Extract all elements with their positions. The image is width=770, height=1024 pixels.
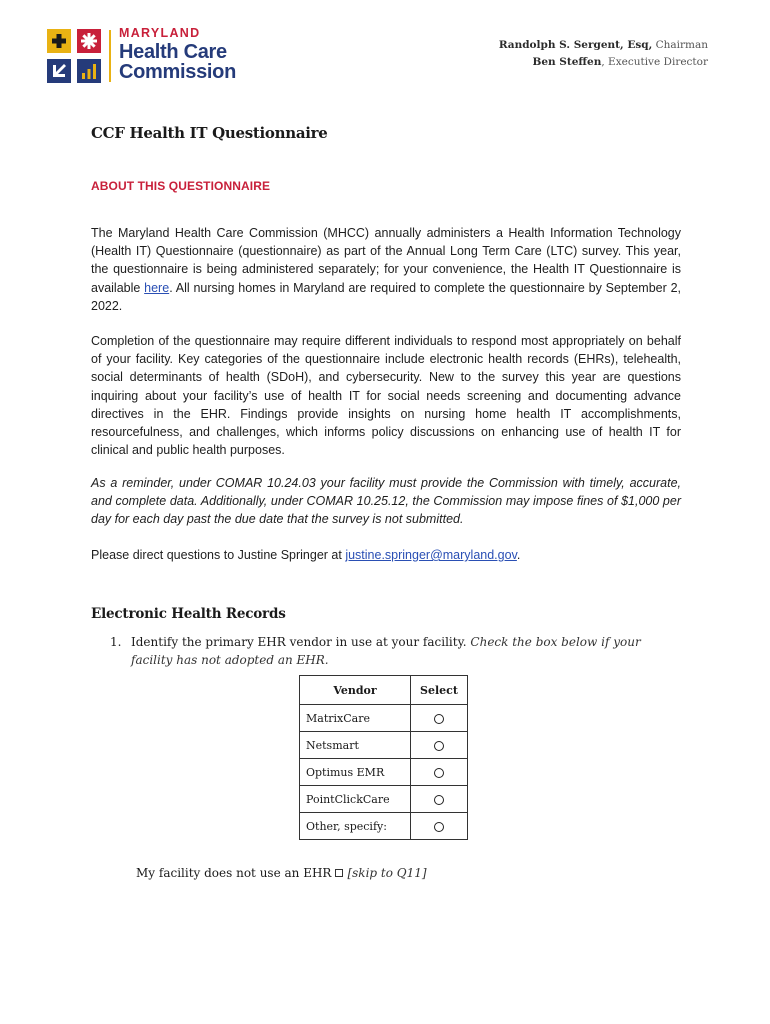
vendor-select-cell bbox=[411, 786, 468, 813]
page-title: CCF Health IT Questionnaire bbox=[91, 124, 328, 142]
logo-wordmark bbox=[119, 27, 236, 82]
comar-reminder: As a reminder, under COMAR 10.24.03 your facility must provide the Commission with timely, accurate, and complete data. Additionally, under COMAR 10.25.12, the Commission may impose fines of $1,000 per day for each day past the due date that the survey is not submitted. bbox=[91, 476, 681, 527]
vendor-name: Other, specify: bbox=[300, 813, 411, 840]
vendor-name: Netsmart bbox=[300, 732, 411, 759]
star-burst-icon bbox=[77, 29, 101, 53]
plus-icon bbox=[47, 29, 71, 53]
question-1 bbox=[110, 633, 685, 669]
intro-text: The Maryland Health Care Commission (MHCC) annually administers a Health Information Technology (Health IT) Questionnaire (questionnaire) as part of the Annual Long Term Care (LTC) survey. This year, the questionnaire is being administered separately; for your convenience, the Health IT Questionnaire is available bbox=[91, 226, 681, 295]
email-link[interactable]: justine.springer@maryland.gov bbox=[345, 548, 517, 562]
logo-divider bbox=[109, 30, 111, 82]
radio-button-netsmart[interactable] bbox=[434, 741, 444, 751]
vendor-table bbox=[299, 675, 468, 840]
logo-line-3: Commission bbox=[119, 60, 237, 83]
intro-paragraph bbox=[91, 224, 681, 315]
radio-button-matrixcare[interactable] bbox=[434, 714, 444, 724]
question-number: 1. bbox=[110, 635, 122, 649]
radio-button-pointclickcare[interactable] bbox=[434, 795, 444, 805]
about-section-label: ABOUT THIS QUESTIONNAIRE bbox=[91, 179, 271, 193]
chairman-title: Chairman bbox=[652, 39, 708, 51]
radio-button-optimus-emr[interactable] bbox=[434, 768, 444, 778]
vendor-select-cell bbox=[411, 759, 468, 786]
question-text: Identify the primary EHR vendor in use at your facility. bbox=[131, 635, 471, 649]
logo-line-1: MARYLAND bbox=[119, 26, 201, 40]
mhcc-logo-mark bbox=[47, 29, 101, 83]
question-instruction: Check the box below if your facility has not adopted an EHR. bbox=[131, 635, 641, 667]
radio-button-other[interactable] bbox=[434, 822, 444, 832]
director-line bbox=[499, 54, 708, 71]
contact-paragraph bbox=[91, 546, 681, 564]
chairman-line bbox=[499, 37, 708, 54]
no-ehr-label: My facility does not use an EHR bbox=[136, 866, 332, 880]
questionnaire-link[interactable]: here bbox=[144, 280, 170, 295]
table-row bbox=[300, 705, 468, 732]
ehr-section-heading: Electronic Health Records bbox=[91, 606, 286, 622]
table-row bbox=[300, 732, 468, 759]
officials-block bbox=[499, 37, 708, 71]
no-ehr-checkbox[interactable] bbox=[335, 869, 343, 877]
intro-deadline-text: . All nursing homes in Maryland are required to complete the questionnaire by September 2, 2022. bbox=[91, 280, 681, 313]
skip-instruction: [skip to Q11] bbox=[347, 866, 427, 880]
table-row bbox=[300, 759, 468, 786]
vendor-column-header: Vendor bbox=[300, 676, 411, 705]
vendor-name: MatrixCare bbox=[300, 705, 411, 732]
contact-period: . bbox=[516, 548, 521, 562]
completion-paragraph: Completion of the questionnaire may require different individuals to respond most appropriately on behalf of your facility. Key categories of the questionnaire include electronic health records (EHRs), telehealth, social determinants of health (SDoH), and cybersecurity. New to the survey this year are questions inquiring about your facility’s use of health IT for social needs screening and documenting advance directives in the EHR. Findings provide insights on nursing home health IT accomplishments, resourcefulness, and challenges, which informs policy discussions on enhancing use of health IT for clinical and public health purposes. bbox=[91, 334, 681, 458]
no-ehr-option bbox=[136, 866, 427, 880]
contact-text: Please direct questions to Justine Springer at bbox=[91, 548, 346, 562]
arrow-icon bbox=[47, 59, 71, 83]
vendor-name: PointClickCare bbox=[300, 786, 411, 813]
logo-line-2: Health Care bbox=[119, 40, 227, 63]
bar-chart-icon bbox=[77, 59, 101, 83]
vendor-select-cell bbox=[411, 813, 468, 840]
vendor-name: Optimus EMR bbox=[300, 759, 411, 786]
table-row bbox=[300, 786, 468, 813]
table-header-row bbox=[300, 676, 468, 705]
director-name: Ben Steffen bbox=[532, 56, 602, 68]
vendor-select-cell bbox=[411, 705, 468, 732]
table-row bbox=[300, 813, 468, 840]
select-column-header: Select bbox=[411, 676, 468, 705]
director-title: , Executive Director bbox=[601, 56, 708, 68]
chairman-name: Randolph S. Sergent, Esq, bbox=[498, 39, 653, 51]
vendor-select-cell bbox=[411, 732, 468, 759]
